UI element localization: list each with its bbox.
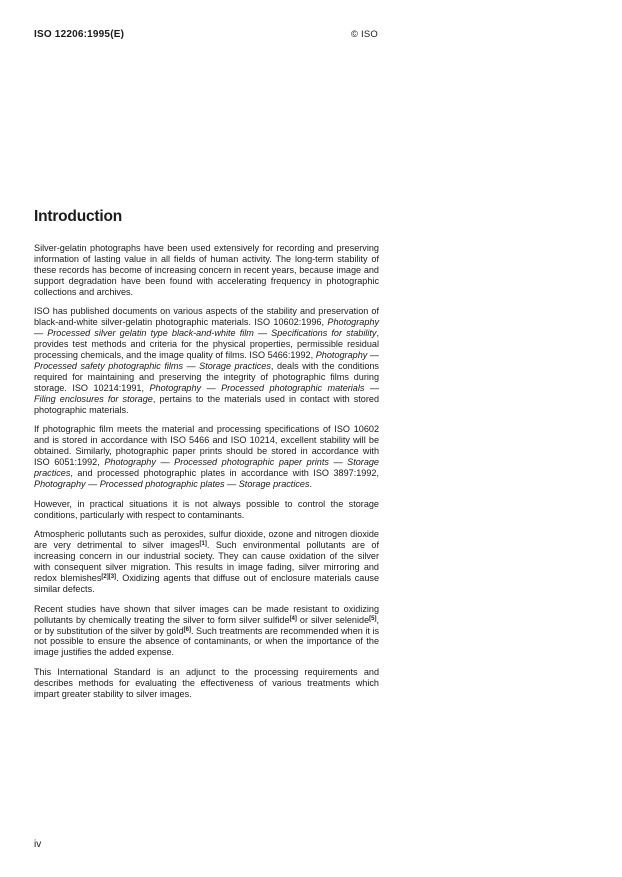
p2-std-title-10214: Photography — Processed photographic materials — Filing enclosures for storage: [34, 382, 379, 404]
paragraph-2: [34, 306, 379, 415]
p5-text-c: . Oxidizing agents that diffuse out of enclosure materials cause similar defects.: [34, 573, 380, 594]
document-id: ISO 12206:1995(E): [34, 29, 125, 40]
reference-6: [6]: [183, 626, 191, 633]
p6-text-b: or silver selenide: [296, 614, 370, 625]
p2-std-title-5466: Photography — Processed safety photographic films — Storage practices: [34, 350, 379, 371]
reference-1: [1]: [199, 541, 207, 548]
reference-2: [2]: [101, 574, 109, 581]
p3-text-e: .: [309, 478, 313, 489]
reference-4: [4]: [289, 615, 297, 622]
p2-text-g: , pertains to the materials used in contact with stored photographic materials.: [34, 393, 380, 415]
p2-text-a: ISO has published documents on various aspects of the stability and preservation of black-and-white silver-gelatin photographic materials. ISO 10602:1996,: [34, 306, 379, 328]
p3-text-a: If photographic film meets the material and processing specifications of ISO 10602 and is stored in accordance with ISO 5466 and ISO 10214, excellent stability will be obtained. Similarly, photographic paper prints should be stored in accordance with ISO 6051:1992,: [34, 424, 379, 468]
reference-5: [5]: [369, 615, 377, 622]
p5-text-a: Atmospheric pollutants such as peroxides, sulfur dioxide, ozone and nitrogen dioxide are very detrimental to silver images: [34, 529, 379, 551]
p5-text-b: . Such environmental pollutants are of increasing concern in our industrial society. They can cause oxidation of the silver with consequent silver migration. This results in image fading, silver mirroring and redox blemishes: [34, 540, 379, 584]
paragraph-4: However, in practical situations it is not always possible to control the storage conditions, particularly with respect to contaminants.: [34, 498, 379, 520]
page-number: iv: [34, 839, 42, 850]
p3-text-c: , and processed photographic plates in accordance with ISO 3897:1992,: [70, 468, 379, 478]
p2-text-c: , provides test methods and criteria for the physical properties, permissible residual processing chemicals, and the image quality of films. ISO 5466:1992,: [34, 328, 379, 361]
paragraph-6: [34, 604, 379, 659]
reference-3: [3]: [108, 574, 117, 581]
body-text: [34, 243, 379, 709]
paragraph-5: [34, 529, 379, 594]
p2-std-title-10602: Photography — Processed silver gelatin type black-and-white film — Specifications for stability: [34, 317, 379, 339]
p3-std-title-6051: Photography — Processed photographic paper prints — Storage practices: [34, 457, 379, 478]
paragraph-3: [34, 424, 379, 489]
p6-text-a: Recent studies have shown that silver images can be made resistant to oxidizing pollutants by chemically treating the silver to form silver sulfide: [34, 603, 379, 625]
p6-text-c: , or by substitution of the silver by gold: [34, 614, 379, 636]
section-title: Introduction: [34, 208, 122, 225]
p2-text-e: , deals with the conditions required for maintaining and preserving the integrity of photographic films during storage. ISO 10214:1991,: [34, 360, 379, 393]
p3-std-title-3897: Photography — Processed photographic plates — Storage practices: [34, 478, 310, 489]
paragraph-7: This International Standard is an adjunct to the processing requirements and describes methods for evaluating the effectiveness of various treatments which impart greater stability to silver images.: [34, 667, 379, 699]
p6-text-d: . Such treatments are recommended when it is not possible to ensure the absence of contaminants, or when the importance of the image justifies the added expense.: [34, 625, 379, 658]
copyright-notice: © ISO: [351, 29, 379, 40]
paragraph-1: Silver-gelatin photographs have been used extensively for recording and preserving information of lasting value in all fields of human activity. The long-term stability of these records has become of increasing concern in recent years, because image and support degradation have been found with accelerating frequency in photographic collections and archives.: [34, 243, 379, 297]
